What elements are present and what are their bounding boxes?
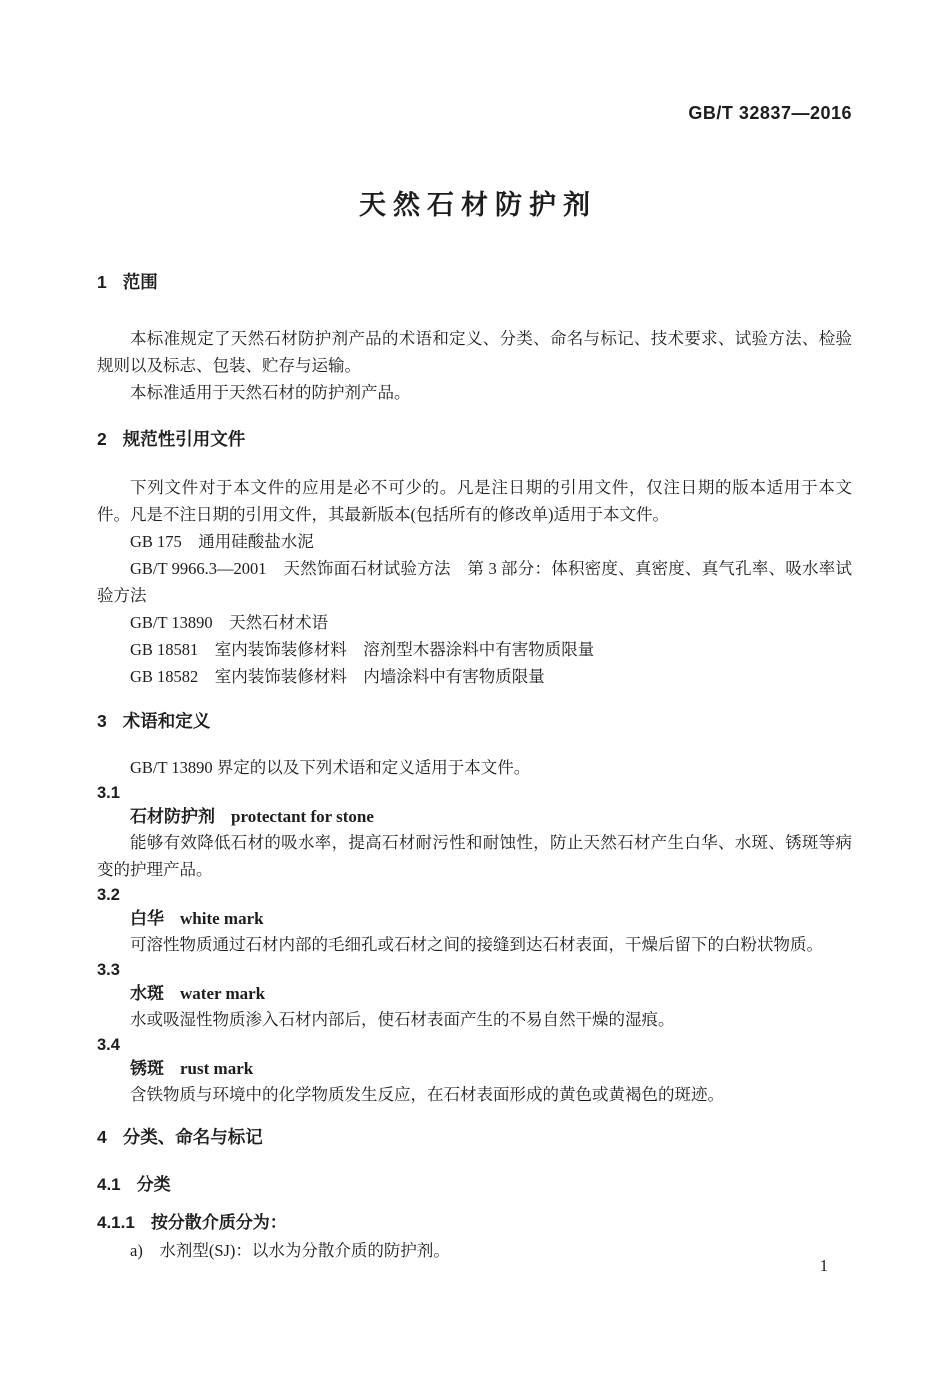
section-4-1-heading: [97, 1173, 852, 1197]
reference-item: GB/T 9966.3—2001 天然饰面石材试验方法 第 3 部分：体积密度、真密度、真气孔率、吸水率试验方法: [97, 559, 852, 605]
section-3-title: 术语和定义: [122, 711, 211, 731]
document-title: 天然石材防护剂: [359, 190, 597, 220]
section-4-1-1-number: 4.1.1: [97, 1213, 135, 1232]
term-clause-number: 3.4: [97, 1036, 120, 1054]
term-clause-number: 3.1: [97, 784, 120, 802]
term-block: [97, 781, 852, 883]
section-4-heading: [97, 1125, 852, 1150]
term-zh: 锈斑: [130, 1059, 164, 1078]
section-2-heading: [97, 427, 852, 452]
term-clause-number: 3.3: [97, 961, 120, 979]
reference-item: GB 175 通用硅酸盐水泥: [130, 532, 314, 551]
term-clause-number: 3.2: [97, 886, 120, 904]
section-4-1-number: 4.1: [97, 1175, 121, 1194]
reference-item: GB 18581 室内装饰装修材料 溶剂型木器涂料中有害物质限量: [130, 640, 595, 659]
term-zh: 石材防护剂: [130, 807, 215, 826]
term-title-line: [130, 805, 852, 829]
term-zh: 白华: [130, 909, 164, 928]
section-4-1-title: 分类: [136, 1175, 171, 1194]
page-number: 1: [819, 1256, 828, 1275]
normative-references-list: [97, 528, 852, 690]
section-4-number: 4: [97, 1127, 107, 1147]
term-definition: 可溶性物质通过石材内部的毛细孔或石材之间的接缝到达石材表面，干燥后留下的白粉状物质。: [130, 935, 823, 954]
section-3-number: 3: [97, 711, 107, 731]
term-definition: 含铁物质与环境中的化学物质发生反应，在石材表面形成的黄色或黄褐色的斑迹。: [130, 1085, 724, 1104]
term-title-line: [130, 1057, 852, 1081]
section-1-title: 范围: [122, 272, 158, 292]
list-item-a: a) 水剂型(SJ)：以水为分散介质的防护剂。: [130, 1241, 450, 1260]
term-block: [97, 958, 852, 1033]
section-4-1-1-title: 按分散介质分为：: [150, 1213, 287, 1232]
term-title-line: [130, 907, 852, 931]
term-zh: 水斑: [130, 984, 164, 1003]
section-1-paragraph-1: 本标准规定了天然石材防护剂产品的术语和定义、分类、命名与标记、技术要求、试验方法、检验规则以及标志、包装、贮存与运输。: [97, 329, 852, 375]
section-1-number: 1: [97, 272, 107, 292]
section-1-paragraph-2: 本标准适用于天然石材的防护剂产品。: [130, 383, 411, 402]
term-en: white mark: [180, 909, 264, 928]
term-definition: 能够有效降低石材的吸水率，提高石材耐污性和耐蚀性，防止天然石材产生白华、水斑、锈斑等病变的护理产品。: [97, 833, 852, 879]
term-en: rust mark: [180, 1059, 254, 1078]
section-2-paragraph-1: 下列文件对于本文件的应用是必不可少的。凡是注日期的引用文件，仅注日期的版本适用于本文件。凡是不注日期的引用文件，其最新版本(包括所有的修改单)适用于本文件。: [97, 478, 852, 524]
standard-code: GB/T 32837—2016: [688, 103, 852, 123]
section-3-intro: GB/T 13890 界定的以及下列术语和定义适用于本文件。: [130, 758, 531, 777]
term-block: [97, 1033, 852, 1108]
section-4-1-1-heading: [97, 1211, 852, 1235]
section-2-title: 规范性引用文件: [122, 429, 246, 449]
section-1-heading: [97, 270, 852, 295]
term-en: protectant for stone: [231, 807, 374, 826]
reference-item: GB 18582 室内装饰装修材料 内墙涂料中有害物质限量: [130, 667, 545, 686]
term-en: water mark: [180, 984, 266, 1003]
section-3-heading: [97, 709, 852, 734]
section-2-number: 2: [97, 429, 107, 449]
reference-item: GB/T 13890 天然石材术语: [130, 613, 329, 632]
term-title-line: [130, 982, 852, 1006]
section-4-title: 分类、命名与标记: [122, 1127, 263, 1147]
term-definition: 水或吸湿性物质渗入石材内部后，使石材表面产生的不易自然干燥的湿痕。: [130, 1010, 675, 1029]
term-block: [97, 883, 852, 958]
